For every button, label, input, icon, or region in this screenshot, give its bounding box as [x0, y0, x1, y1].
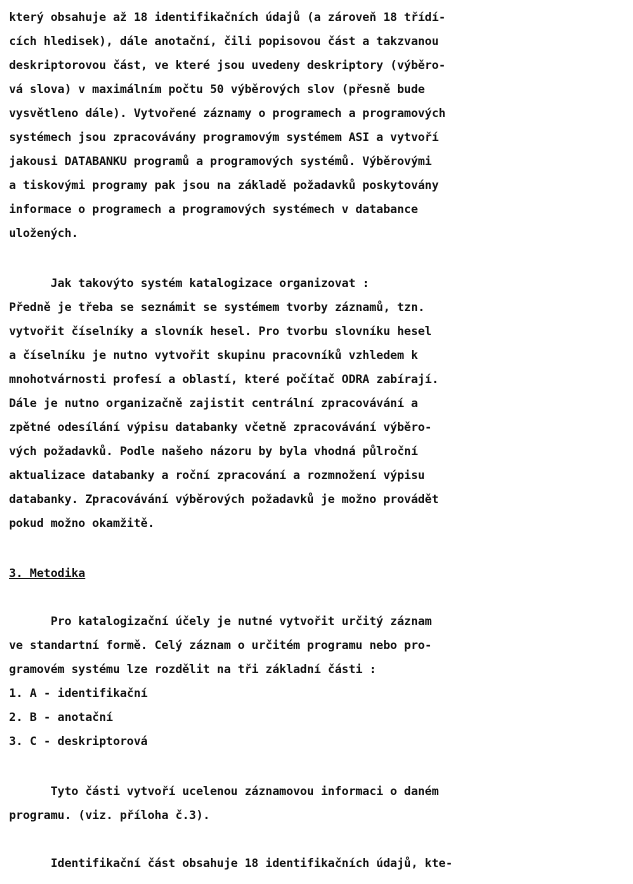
text-line: Identifikační část obsahuje 18 identifikačních údajů, kte- [9, 856, 453, 870]
section-heading: 3. Metodika [9, 566, 86, 580]
text-line: uložených. [9, 226, 79, 240]
text-line: ve standartní formě. Celý záznam o určitém programu nebo pro- [9, 638, 432, 652]
text-line: vytvořit číselníky a slovník hesel. Pro tvorbu slovníku hesel [9, 324, 432, 338]
list-item: 1. A - identifikační [9, 686, 148, 700]
text-line: gramovém systému lze rozdělit na tři základní části : [9, 662, 377, 676]
text-line: databanky. Zpracovávání výběrových požadavků je možno provádět [9, 492, 439, 506]
text-line: deskriptorovou část, ve které jsou uvedeny deskriptory (výběro- [9, 58, 446, 72]
text-line: mnohotvárnosti profesí a oblastí, které počítač ODRA zabírají. [9, 372, 439, 386]
text-line: vysvětleno dále). Vytvořené záznamy o programech a programových [9, 106, 446, 120]
text-line: Tyto části vytvoří ucelenou záznamovou informaci o daném [9, 784, 439, 798]
text-line: a tiskovými programy pak jsou na základě požadavků poskytovány [9, 178, 439, 192]
text-line: a číselníku je nutno vytvořit skupinu pracovníků vzhledem k [9, 348, 418, 362]
text-line: Předně je třeba se seznámit se systémem tvorby záznamů, tzn. [9, 300, 425, 314]
text-line: informace o programech a programových systémech v databance [9, 202, 418, 216]
text-line: pokud možno okamžitě. [9, 516, 155, 530]
text-line: cích hledisek), dále anotační, čili popisovou část a takzvanou [9, 34, 439, 48]
list-item: 2. B - anotační [9, 710, 113, 724]
text-line: Pro katalogizační účely je nutné vytvořit určitý záznam [9, 614, 432, 628]
text-line: systémech jsou zpracovávány programovým systémem ASI a vytvoří [9, 130, 439, 144]
text-line: vých požadavků. Podle našeho názoru by byla vhodná půlroční [9, 444, 418, 458]
text-line: který obsahuje až 18 identifikačních údajů (a zároveň 18 třídí- [9, 10, 446, 24]
text-line: Dále je nutno organizačně zajistit centrální zpracovávání a [9, 396, 418, 410]
text-line: jakousi DATABANKU programů a programových systémů. Výběrovými [9, 154, 432, 168]
list-item: 3. C - deskriptorová [9, 734, 148, 748]
text-line: Jak takovýto systém katalogizace organizovat : [9, 276, 370, 290]
text-line: aktualizace databanky a roční zpracování a rozmnožení výpisu [9, 468, 425, 482]
text-line: vá slova) v maximálním počtu 50 výběrových slov (přesně bude [9, 82, 425, 96]
text-line: zpětné odesílání výpisu databanky včetně zpracovávání výběro- [9, 420, 432, 434]
text-line: programu. (viz. příloha č.3). [9, 808, 210, 822]
